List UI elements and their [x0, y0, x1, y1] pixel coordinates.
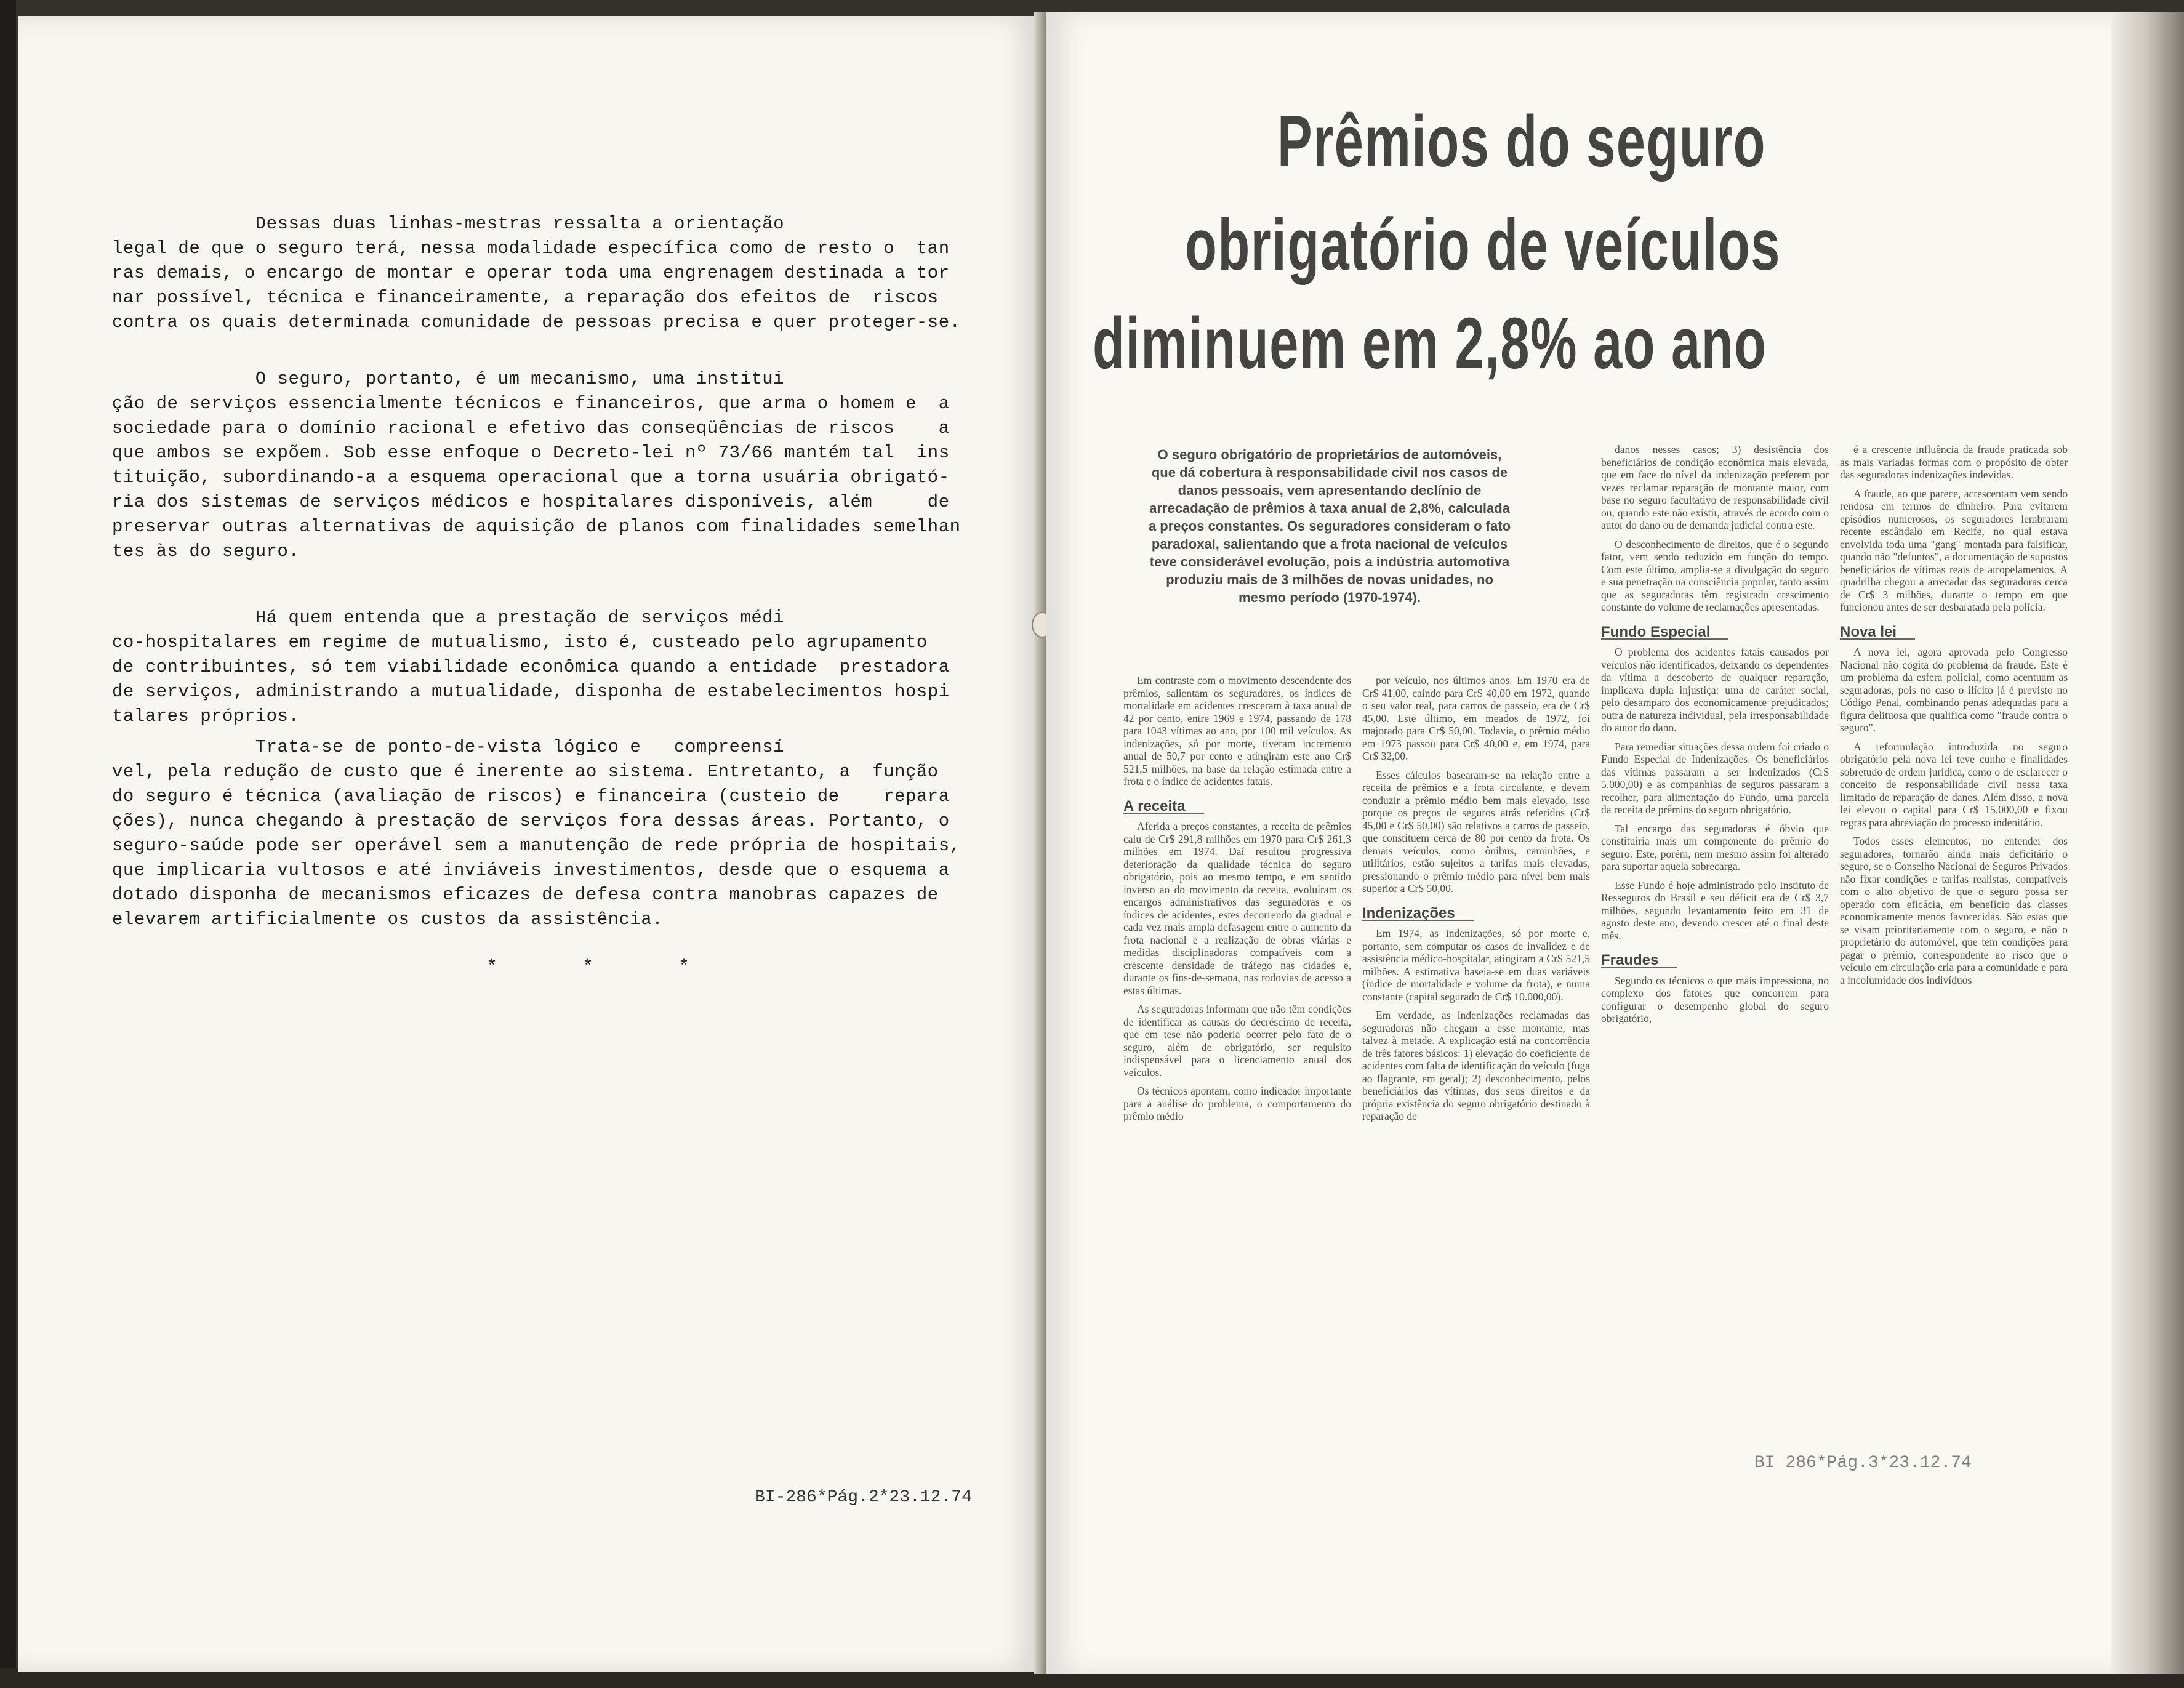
text-line: sociedade para o domínio racional e efetivo das conseqüências de riscos a [112, 418, 950, 438]
article-paragraph: A nova lei, agora aprovada pelo Congresso Nacional não cogita do problema da fraude. Este é um problema da esfera policial, como acentuam as seguradoras, pois no caso o ilícito já é previsto no Código Penal, combinando penas adequadas para a figura delituosa que qualifica como "fraude contra o seguro". [1840, 646, 2068, 734]
headline-line-2: obrigatório de veículos [1185, 204, 1781, 286]
article-paragraph: Para remediar situações dessa ordem foi criado o Fundo Especial de Indenizações. Os beneficiários das vítimas passaram a ser indenizados (Cr$ 5.000,00) e as companhias de seguros passaram a recolher, para alimentação do Fundo, uma parcela da receita de prêmios do seguro obrigatório. [1601, 740, 1829, 816]
text-line: tituição, subordinando-a a esquema operacional que a torna usuária obrigató- [112, 467, 950, 488]
article-lede: O seguro obrigatório de proprietários de automóveis, que dá cobertura à responsabilidade civil nos casos de danos pessoais, vem apresentando declínio de arrecadação de prêmios à taxa anual de 2,8%, calculada a preços constantes. Os seguradores consideram o fato paradoxal, salientando que a frota nacional de veículos teve considerável evolução, pois a indústria automotiva produziu mais de 3 milhões de novas unidades, no mesmo período (1970-1974). [1148, 447, 1511, 605]
article-column-4 [1840, 443, 2068, 992]
text-line: ras demais, o encargo de montar e operar toda uma engrenagem destinada a tor [112, 263, 950, 283]
article-paragraph: Esse Fundo é hoje administrado pelo Instituto de Resseguros do Brasil e seu déficit era de Cr$ 3,7 milhões, segundo levantamento feito em 31 de agosto deste ano, devendo crescer até o final deste mês. [1601, 878, 1829, 942]
text-line: ção de serviços essencialmente técnicos e financeiros, que arma o homem e a [112, 393, 950, 414]
text-line: ções), nunca chegando à prestação de serviços fora dessas áreas. Portanto, o [112, 811, 950, 831]
newspaper-clipping [1074, 74, 2090, 1428]
text-line: seguro-saúde pode ser operável sem a manutenção de rede própria de hospitais, [112, 835, 961, 856]
subheading-fraudes: Fraudes [1601, 954, 1677, 968]
article-paragraph: O problema dos acidentes fatais causados por veículos não identificados, deixando os dependentes da vítima a descoberto de qualquer reparação, implicava dupla injustiça: uma de caráter social, pelo desamparo dos economicamente prejudicados; outra de natureza individual, pela irresponsabilidade do autor do dano. [1601, 646, 1829, 734]
article-column-2 [1362, 674, 1590, 1129]
article-paragraph: Em verdade, as indenizações reclamadas das seguradoras não chegam a esse montante, mas talvez à metade. A explicação está na concorrência de três fatores básicos: 1) elevação do coeficiente de acidentes com falta de identificação do veículo (fuga ao flagrante, em geral); 2) desconhecimento, pelos beneficiários das vítimas, dos seus direitos e da própria existência do seguro obrigatório destinado à reparação de [1362, 1009, 1590, 1122]
text-line: talares próprios. [112, 706, 300, 726]
article-paragraph: As seguradoras informam que não têm condições de identificar as causas do decréscimo de receita, que em tese não poderia ocorrer pelo fato de o seguro, além de obrigatório, ser requisito indispensável para o licenciamento anual dos veículos. [1123, 1003, 1351, 1079]
subheading-fundo-especial: Fundo Especial [1601, 626, 1728, 640]
text-line: de serviços, administrando a mutualidade, disponha de estabelecimentos hospi [112, 681, 950, 702]
article-paragraph: Todos esses elementos, no entender dos seguradores, tornarão ainda mais deficitário o seguro, se o Conselho Nacional de Seguros Privados não fixar condições e tarifas realistas, compatíveis com o alto objetivo de que o seguro possa ser operado com eficácia, em benefício das classes economicamente menos favorecidas. São estas que se visam prioritariamente com o seguro, e não o proprietário do automóvel, que tem condições para pagar o prêmio, correspondente ao risco que o veículo em circulação cria para a comunidade e para a incolumidade dos indivíduos [1840, 835, 2068, 986]
page-footer-left: BI-286*Pág.2*23.12.74 [755, 1488, 972, 1507]
article-paragraph: A reformulação introduzida no seguro obrigatório pela nova lei teve cunho e finalidades sobretudo de ordem jurídica, como o de esclarecer o conceito de responsabilidade civil nessa taxa limitado de reparação de danos. Além disso, a nova lei elevou o capital para Cr$ 15.000,00 e fixou regras para abreviação do processo indenitário. [1840, 740, 2068, 829]
subheading-receita: A receita [1123, 800, 1204, 814]
article-paragraph: Esses cálculos basearam-se na relação entre a receita de prêmios e a frota circulante, e devem conduzir a prêmio médio bem mais elevado, isso porque os preços de seguros atrás referidos (Cr$ 45,00 e Cr$ 50,00) são relativos a carros de passeio, que constituem cerca de 80 por cento da frota. Os demais veículos, como ônibus, caminhões, e utilitários, estão sujeitos a tarifas mais elevadas, pressionando o prêmio médio para nível bem mais superior a Cr$ 50,00. [1362, 768, 1590, 894]
article-paragraph: Tal encargo das seguradoras é óbvio que constituiria mais um componente do prêmio do seguro. Este, porém, nem mesmo assim foi alterado para suportar aquela sobrecarga. [1601, 822, 1829, 872]
scan-right-edge [2111, 12, 2184, 1674]
text-line: Dessas duas linhas-mestras ressalta a orientação [112, 214, 785, 234]
text-line: que implicaria vultosos e até inviáveis investimentos, desde que o esquema a [112, 860, 950, 880]
text-line: vel, pela redução de custo que é inerente ao sistema. Entretanto, a função [112, 762, 939, 782]
text-line: preservar outras alternativas de aquisição de planos com finalidades semelhan [112, 516, 961, 537]
headline-line-1: Prêmios do seguro [1277, 101, 1767, 182]
article-paragraph: é a crescente influência da fraude praticada sob as mais variadas formas com o propósito de obter das seguradoras indenizações indevidas. [1840, 443, 2068, 481]
text-line: co-hospitalares em regime de mutualismo, isto é, custeado pelo agrupamento [112, 632, 928, 653]
paragraph-4 [112, 735, 961, 981]
paragraph-2 [112, 367, 961, 613]
article-paragraph: A fraude, ao que parece, acrescentam vem sendo rendosa em termos de dinheiro. Para evitarem episódios numerosos, os seguradores lembraram recente escândalo em Recife, no qual estava envolvida toda uma "gang" montada para falsificar, quando não "defuntos", a documentação de supostos beneficiários de vítimas reais de atropelamentos. A quadrilha chegou a arrecadar das seguradoras cerca de Cr$ 3 milhões, durante o tempo em que funcionou antes de ser desbaratada pela polícia. [1840, 487, 2068, 613]
article-paragraph: Os técnicos apontam, como indicador importante para a análise do problema, o comportamento do prêmio médio [1123, 1085, 1351, 1122]
subheading-indenizacoes: Indenizações [1362, 907, 1474, 922]
text-line: legal de que o seguro terá, nessa modalidade específica como de resto o tan [112, 238, 950, 259]
text-line: ria dos sistemas de serviços médicos e hospitalares disponíveis, além de [112, 492, 950, 512]
text-line: que ambos se expõem. Sob esse enfoque o Decreto-lei nº 73/66 mantém tal ins [112, 443, 950, 463]
section-separator: * * * [486, 957, 727, 978]
text-line: tes às do seguro. [112, 541, 300, 561]
text-line: contra os quais determinada comunidade de pessoas precisa e quer proteger-se. [112, 312, 961, 332]
article-paragraph: Segundo os técnicos o que mais impressiona, no complexo dos fatores que concorrem para configurar o desempenho global do seguro obrigatório, [1601, 974, 1829, 1024]
page-footer-right: BI 286*Pág.3*23.12.74 [1754, 1453, 1972, 1473]
article-paragraph: Em contraste com o movimento descendente dos prêmios, salientam os seguradores, os índices de mortalidade em acidentes cresceram à taxa anual de 42 por cento, entre 1969 e 1974, passando de 178 para 1043 vítimas ao ano, por 100 mil veículos. As indenizações, só por morte, tiveram incremento anual de 50,7 por cento e atingiram este ano Cr$ 521,5 milhões, na base da relação estimada entre a frota e o índice de acidentes fatais. [1123, 674, 1351, 787]
article-paragraph: Aferida a preços constantes, a receita de prêmios caiu de Cr$ 291,8 milhões em 1970 para Cr$ 261,3 milhões em 1974. Daí resultou progressiva deterioração da qualidade técnica do seguro obrigatório, pois ao mesmo tempo, e em sentido inverso ao do movimento da receita, evoluíram os encargos administrativos das seguradoras e os índices de acidentes, estes decorrendo da gradual e cada vez mais ampla defasagem entre o aumento da frota nacional e a realização de obras viárias e medidas disciplinadoras compatíveis com a crescente densidade de tráfego nas cidades e, durante os fins-de-semana, nas rodovias de acesso a estas últimas. [1123, 820, 1351, 997]
text-line: do seguro é técnica (avaliação de riscos) e financeira (custeio de repara [112, 786, 950, 806]
article-paragraph: por veículo, nos últimos anos. Em 1970 era de Cr$ 41,00, caindo para Cr$ 40,00 em 1972, quando o seu valor real, para carros de passeio, era de Cr$ 45,00. Este último, em meados de 1972, foi majorado para Cr$ 50,00. Todavia, o prêmio médio em 1973 passou para Cr$ 40,00 e, em 1974, para Cr$ 32,00. [1362, 674, 1590, 762]
text-line: nar possível, técnica e financeiramente, a reparação dos efeitos de riscos [112, 287, 939, 308]
subheading-nova-lei: Nova lei [1840, 626, 1915, 640]
scan-left-edge [0, 0, 16, 1688]
text-line: dotado disponha de mecanismos eficazes de defesa contra manobras capazes de [112, 885, 939, 905]
text-line: de contribuintes, só tem viabilidade econômica quando a entidade prestadora [112, 657, 950, 677]
article-paragraph: Em 1974, as indenizações, só por morte e, portanto, sem computar os casos de invalidez e de assistência médico-hospitalar, atingiram a Cr$ 521,5 milhões. A estimativa baseia-se em duas variáveis (índice de mortalidade e volume da frota), e numa constante (capital segurado de Cr$ 10.000,00). [1362, 927, 1590, 1003]
article-column-1 [1123, 674, 1351, 1129]
text-line: elevarem artificialmente os custos da assistência. [112, 909, 664, 930]
text-line: Trata-se de ponto-de-vista lógico e compreensí [112, 737, 785, 757]
text-line: Há quem entenda que a prestação de serviços médi [112, 608, 785, 628]
headline-line-3: diminuem em 2,8% ao ano [1093, 303, 1767, 384]
article-paragraph: O desconhecimento de direitos, que é o segundo fator, vem sendo reduzido em função do tempo. Com este último, amplia-se a divulgação do seguro e sua penetração na consciência popular, tanto assim que as seguradoras têm registrado crescimento constante do volume de reclamações apresentadas. [1601, 537, 1829, 613]
article-column-3 [1601, 443, 1829, 1031]
article-paragraph: danos nesses casos; 3) desistência dos beneficiários de condição econômica mais elevada, que em face do nível da indenização preferem por vezes reclamar reparação de montante maior, com base no seguro facultativo de responsabilidade civil ou, quando este não existir, através de acordo com o autor do dano ou de demanda judicial contra este. [1601, 443, 1829, 531]
left-page [18, 16, 1040, 1672]
text-line: O seguro, portanto, é um mecanismo, uma institui [112, 369, 785, 389]
